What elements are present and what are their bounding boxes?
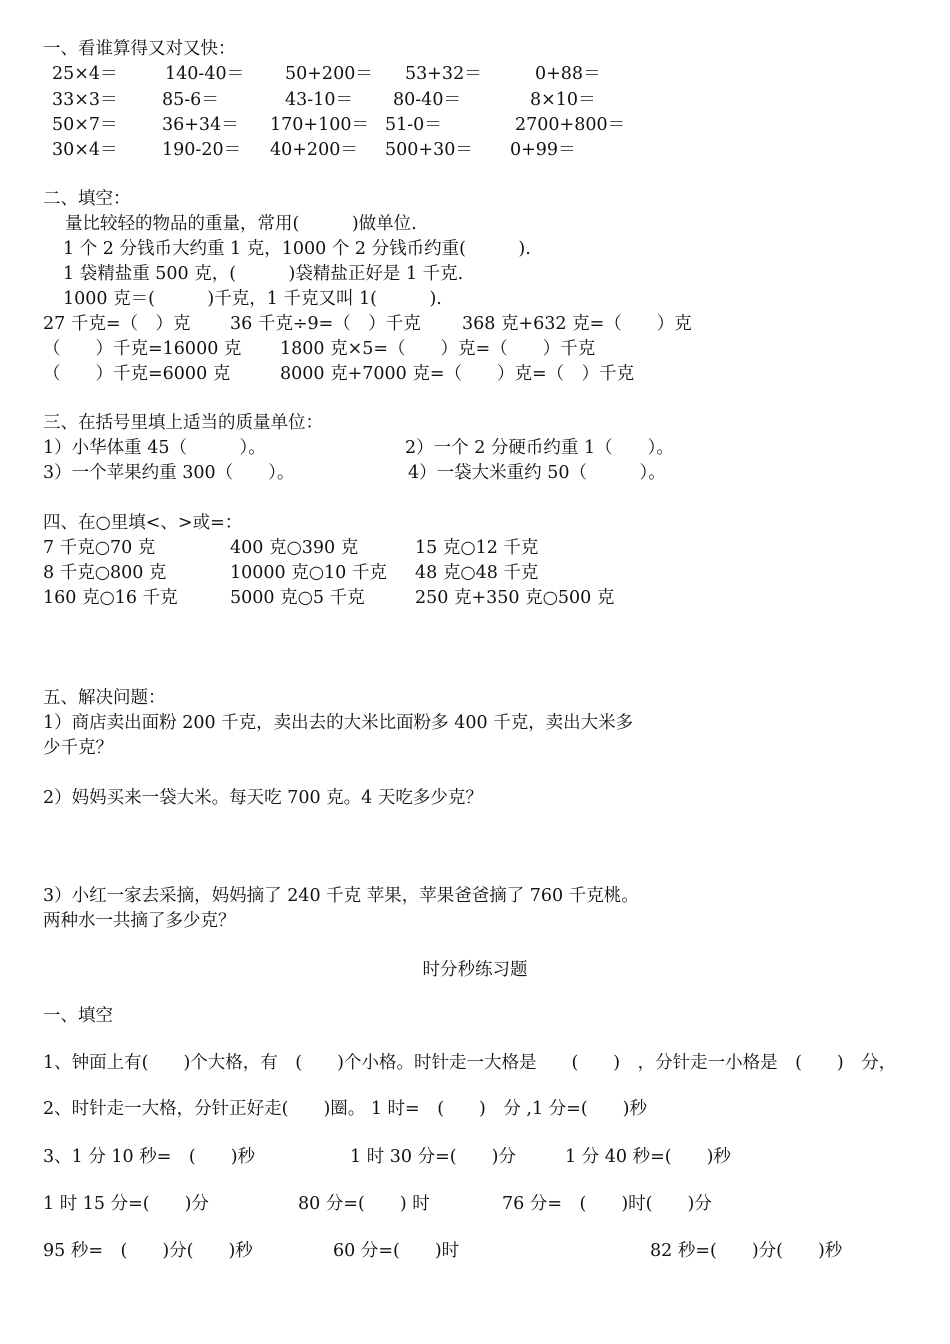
fill-line: 1 袋精盐重 500 克，( )袋精盐正好是 1 千克. [63,264,464,284]
fill-line: 量比较轻的物品的重量，常用( )做单位. [65,214,417,234]
calc-item: 0+88＝ [535,64,601,84]
section-1-title: 一、看谁算得又对又快： [43,39,236,59]
section-5-title: 五、解决问题： [43,688,166,708]
calc-item: 25×4＝ [52,64,118,84]
fill-line: 1 个 2 分钱币大约重 1 克，1000 个 2 分钱币约重( ). [63,239,531,259]
time-item: 80 分=( ) 时 [298,1194,430,1214]
compare-item: 160 克○16 千克 [43,588,178,608]
conversion-item: 8000 克+7000 克=（ ）克=（ ）千克 [280,364,635,384]
calc-item: 80-40＝ [393,90,461,110]
time-heading: 时分秒练习题 [422,960,528,980]
compare-item: 400 克○390 克 [230,538,359,558]
conversion-item: （ ）千克=16000 克 [43,339,242,359]
conversion-item: 368 克+632 克=（ ）克 [462,314,692,334]
unit-question: 3）一个苹果约重 300（ ）。 [43,463,295,483]
calc-item: 33×3＝ [52,90,118,110]
conversion-item: 27 千克=（ ）克 [43,314,191,334]
unit-question: 4）一袋大米重约 50（ ）。 [408,463,666,483]
time-item: 76 分= ( )时( )分 [502,1194,712,1214]
time-item: 95 秒= ( )分( )秒 [43,1241,253,1261]
time-item: 82 秒=( )分( )秒 [650,1241,843,1261]
calc-item: 500+30＝ [385,140,473,160]
calc-item: 50×7＝ [52,115,118,135]
calc-item: 40+200＝ [270,140,358,160]
word-problem-3: 3）小红一家去采摘，妈妈摘了 240 千克 苹果，苹果爸爸摘了 760 千克桃。 [43,886,639,906]
section-3-title: 三、在括号里填上适当的质量单位： [43,413,323,433]
calc-item: 30×4＝ [52,140,118,160]
time-item: 1 分 40 秒=( )秒 [565,1147,731,1167]
calc-item: 190-20＝ [162,140,242,160]
calc-item: 43-10＝ [285,90,353,110]
conversion-item: （ ）千克=6000 克 [43,364,231,384]
compare-item: 10000 克○10 千克 [230,563,387,583]
calc-item: 170+100＝ [270,115,369,135]
calc-item: 2700+800＝ [515,115,626,135]
word-problem-1: 1）商店卖出面粉 200 千克，卖出去的大米比面粉多 400 千克，卖出大米多 [43,713,634,733]
compare-item: 8 千克○800 克 [43,563,167,583]
calc-item: 8×10＝ [530,90,596,110]
section-2-title: 二、填空： [43,189,131,209]
time-item: 60 分=( )时 [333,1241,460,1261]
calc-item: 85-6＝ [162,90,219,110]
calc-item: 140-40＝ [165,64,245,84]
time-item: 3、1 分 10 秒= ( )秒 [43,1147,256,1167]
compare-item: 15 克○12 千克 [415,538,539,558]
calc-item: 50+200＝ [285,64,373,84]
time-item: 1 时 15 分=( )分 [43,1194,209,1214]
compare-item: 48 克○48 千克 [415,563,539,583]
compare-item: 7 千克○70 克 [43,538,156,558]
time-line-2: 2、时针走一大格，分针正好走( )圈。 1 时= ( ) 分 ,1 分=( )秒 [43,1099,648,1119]
time-sub-title: 一、填空 [43,1006,113,1026]
time-line-1: 1、钟面上有( )个大格，有 ( )个小格。时针走一大格是 ( ) ，分针走一小格是 ( ) 分， [43,1053,897,1073]
calc-item: 51-0＝ [385,115,442,135]
unit-question: 2）一个 2 分硬币约重 1（ ）。 [405,438,674,458]
compare-item: 5000 克○5 千克 [230,588,365,608]
word-problem-2: 2）妈妈买来一袋大米。每天吃 700 克。4 天吃多少克？ [43,788,483,808]
word-problem-1-cont: 少千克？ [43,738,113,758]
time-item: 1 时 30 分=( )分 [350,1147,516,1167]
conversion-item: 1800 克×5=（ ）克=（ ）千克 [280,339,596,359]
calc-item: 53+32＝ [405,64,482,84]
unit-question: 1）小华体重 45（ ）。 [43,438,266,458]
section-4-title: 四、在○里填<、>或=： [43,513,243,533]
compare-item: 250 克+350 克○500 克 [415,588,615,608]
word-problem-3-cont: 两种水一共摘了多少克？ [43,911,236,931]
calc-item: 36+34＝ [162,115,239,135]
calc-item: 0+99＝ [510,140,576,160]
conversion-item: 36 千克÷9=（ ）千克 [230,314,421,334]
fill-line: 1000 克＝( )千克，1 千克又叫 1( ). [63,289,442,309]
